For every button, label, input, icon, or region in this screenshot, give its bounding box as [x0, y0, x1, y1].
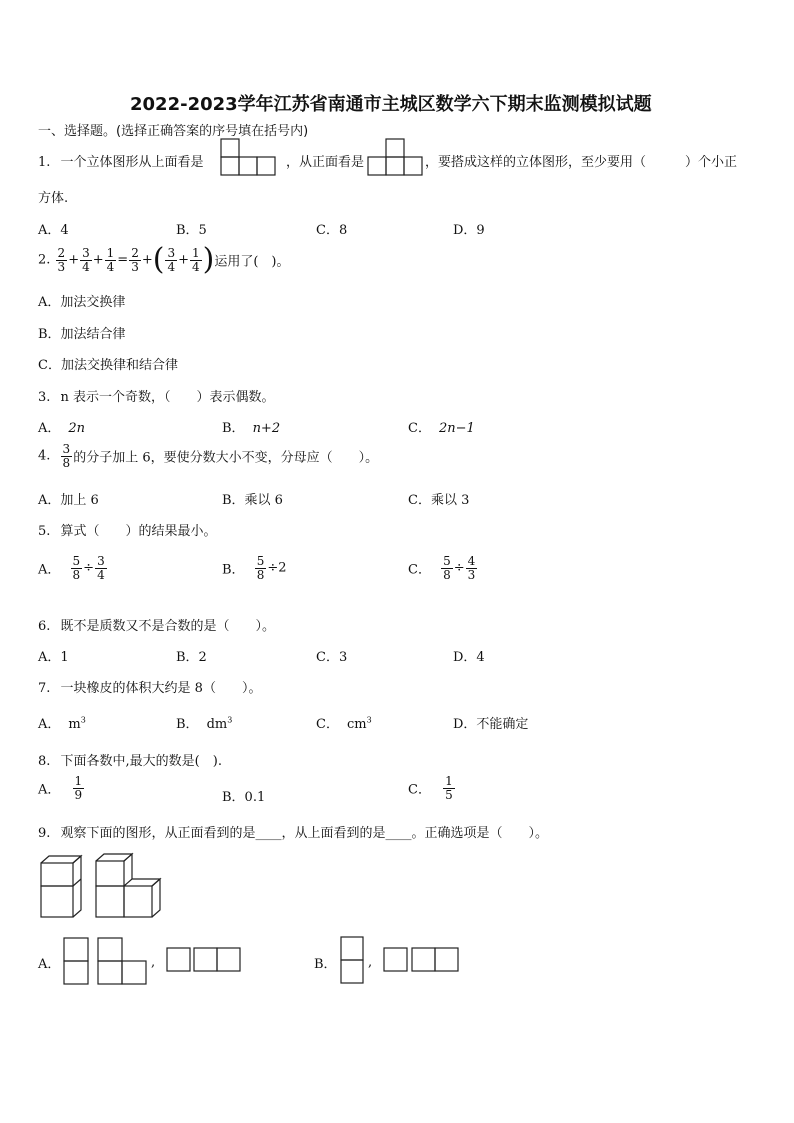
numerator: 1 — [74, 774, 83, 788]
option-d[interactable]: D．不能确定 — [453, 717, 529, 732]
view-square — [64, 938, 88, 961]
numerator: 1 — [192, 245, 200, 260]
cube-figure-left — [40, 855, 82, 919]
fraction — [255, 555, 267, 581]
option-c[interactable]: C．乘以 3 — [408, 493, 470, 508]
question-text: 既不是质数又不是合数的是（ ）。 — [60, 619, 276, 634]
view-square — [341, 960, 363, 983]
question-7 — [38, 677, 261, 696]
denominator: 3 — [467, 567, 476, 582]
denominator: 4 — [82, 259, 90, 274]
question-text: 算式（ ）的结果最小。 — [60, 524, 217, 539]
option-b-comma: , — [368, 955, 373, 970]
view-square — [122, 961, 146, 984]
question-number: 6. — [38, 619, 51, 634]
denominator: 4 — [192, 259, 200, 274]
denominator: 4 — [106, 259, 115, 274]
view-square — [217, 948, 240, 971]
fraction — [129, 247, 141, 273]
page-title: 2022-2023学年江苏省南通市主城区数学六下期末监测模拟试题 — [130, 94, 652, 115]
question-number: 4. — [38, 448, 51, 464]
view-square — [435, 948, 458, 971]
question-text: ，要搭成这样的立体图形，至少要用（ ）个小正 — [425, 155, 738, 170]
option-a[interactable]: A． $\frac{1}{9}$ — [38, 774, 83, 802]
question-6 — [38, 615, 275, 634]
numerator: 3 — [82, 245, 90, 260]
view-square — [221, 157, 239, 175]
fraction — [61, 443, 73, 469]
view-square — [368, 157, 386, 175]
denominator: 8 — [443, 567, 451, 582]
view-square — [386, 157, 404, 175]
option-c[interactable]: C． $\frac{1}{5}$ — [408, 774, 453, 802]
fraction — [71, 555, 83, 581]
question-number: 5. — [38, 524, 51, 539]
option-b[interactable]: B． $dm^3$ — [176, 715, 233, 732]
numerator: 3 — [167, 245, 176, 260]
question-text: ，从正面看是 — [286, 155, 365, 170]
option-b-top-view — [383, 947, 461, 973]
numerator: 2 — [131, 245, 139, 260]
view-square — [404, 157, 422, 175]
fraction — [441, 555, 453, 581]
fraction — [73, 775, 85, 801]
numerator: 5 — [443, 554, 451, 568]
option-a[interactable]: A． 2n — [38, 421, 86, 436]
option-b[interactable]: B．5 — [176, 223, 207, 238]
option-c[interactable]: C．加法交换律和结合律 — [38, 358, 178, 373]
view-square — [384, 948, 407, 971]
question-text: 方体. — [38, 191, 69, 206]
denominator: 3 — [57, 259, 66, 274]
fraction — [190, 247, 202, 273]
question-5 — [38, 520, 217, 539]
fraction — [466, 555, 478, 581]
fraction — [80, 247, 92, 273]
view-square — [194, 948, 217, 971]
option-c[interactable]: C． $\frac{5}{8}$ ÷ $\frac{4}{3}$ — [408, 554, 476, 582]
option-b[interactable]: B． $\frac{5}{8}$ ÷2 — [222, 554, 287, 582]
cube-figure-right — [95, 853, 163, 919]
denominator: 5 — [445, 787, 453, 802]
view-square — [257, 157, 275, 175]
option-b[interactable]: B． n+2 — [222, 421, 281, 436]
question-number: 2. — [38, 252, 51, 268]
question-2: 2. $\frac{2}{3}$ + $\frac{3}{4}$ + $\frac{1}{4}$ = $\frac{2}{3}$ +( $\frac{3}{4}$ + $\frac{1}{4}$ )运用了( )。 — [38, 242, 290, 277]
numerator: 1 — [106, 245, 115, 260]
denominator: 8 — [256, 567, 265, 582]
question-text: 运用了( )。 — [214, 254, 290, 270]
fraction — [95, 555, 107, 581]
denominator: 8 — [72, 567, 81, 582]
option-a[interactable]: A． $m^3$ — [38, 715, 86, 732]
numerator: 3 — [62, 442, 71, 456]
question-number: 1. — [38, 155, 51, 170]
numerator: 4 — [467, 554, 476, 568]
question-8 — [38, 750, 222, 769]
option-b[interactable]: B．加法结合律 — [38, 327, 126, 342]
option-a-comma: , — [151, 955, 156, 970]
fraction — [56, 247, 68, 273]
numerator: 5 — [72, 554, 81, 568]
option-b[interactable]: B．0.1 — [222, 790, 266, 805]
numerator: 2 — [57, 245, 66, 260]
option-b[interactable]: B．乘以 6 — [222, 493, 283, 508]
denominator: 4 — [167, 259, 176, 274]
option-d[interactable]: D．9 — [453, 223, 485, 238]
question-4 — [38, 443, 378, 469]
front-view-figure — [367, 138, 423, 176]
question-text: 下面各数中,最大的数是( ). — [60, 754, 222, 769]
numerator: 1 — [445, 774, 453, 788]
numerator: 5 — [256, 554, 265, 568]
numerator: 3 — [97, 554, 105, 568]
question-3 — [38, 386, 275, 405]
view-square — [167, 948, 190, 971]
option-a[interactable]: A．加上 6 — [38, 493, 99, 508]
question-text: 一块橡皮的体积大约是 8（ ）。 — [60, 681, 262, 696]
question-text: 观察下面的图形，从正面看到的是____，从上面看到的是____。正确选项是（ ）。 — [60, 826, 549, 841]
option-b[interactable]: B．2 — [176, 650, 207, 665]
fraction — [165, 247, 177, 273]
option-d[interactable]: D．4 — [453, 650, 485, 665]
option-a-front-view — [63, 937, 156, 985]
view-square — [239, 157, 257, 175]
view-square — [98, 961, 122, 984]
view-square — [412, 948, 435, 971]
question-number: 9. — [38, 826, 51, 841]
question-text: 的分子加上 6，要使分数大小不变，分母应（ ）。 — [73, 450, 379, 466]
question-number: 3. — [38, 390, 51, 405]
view-square — [221, 139, 239, 157]
denominator: 3 — [131, 259, 139, 274]
option-c[interactable]: C．3 — [316, 650, 348, 665]
question-9 — [38, 822, 548, 841]
question-number: 7. — [38, 681, 51, 696]
option-a[interactable]: A．加法交换律 — [38, 295, 126, 310]
option-a[interactable]: A． $\frac{5}{8}$ ÷ $\frac{3}{4}$ — [38, 554, 105, 582]
top-view-figure — [220, 138, 276, 176]
section-heading: 一、选择题。(选择正确答案的序号填在括号内) — [38, 124, 309, 139]
option-c[interactable]: C．8 — [316, 223, 348, 238]
option-a[interactable]: A．4 — [38, 223, 69, 238]
fraction — [443, 775, 455, 801]
option-b-front-view — [340, 936, 366, 984]
option-b[interactable]: B． — [314, 957, 337, 972]
view-square — [341, 937, 363, 960]
view-square — [98, 938, 122, 961]
option-c[interactable]: C． 2n−1 — [408, 421, 475, 436]
fraction — [105, 247, 117, 273]
option-a[interactable]: A． — [38, 957, 61, 972]
question-text: n 表示一个奇数，（ ）表示偶数。 — [60, 390, 275, 405]
question-1 — [38, 151, 204, 170]
denominator: 9 — [74, 787, 83, 802]
option-c[interactable]: C． $cm^3$ — [316, 715, 372, 732]
denominator: 4 — [97, 567, 105, 582]
view-square — [386, 139, 404, 157]
view-square — [64, 961, 88, 984]
question-number: 8. — [38, 754, 51, 769]
option-a-top-view — [166, 947, 242, 973]
denominator: 8 — [62, 455, 71, 470]
option-a[interactable]: A．1 — [38, 650, 69, 665]
question-text: 一个立体图形从上面看是 — [60, 155, 204, 170]
